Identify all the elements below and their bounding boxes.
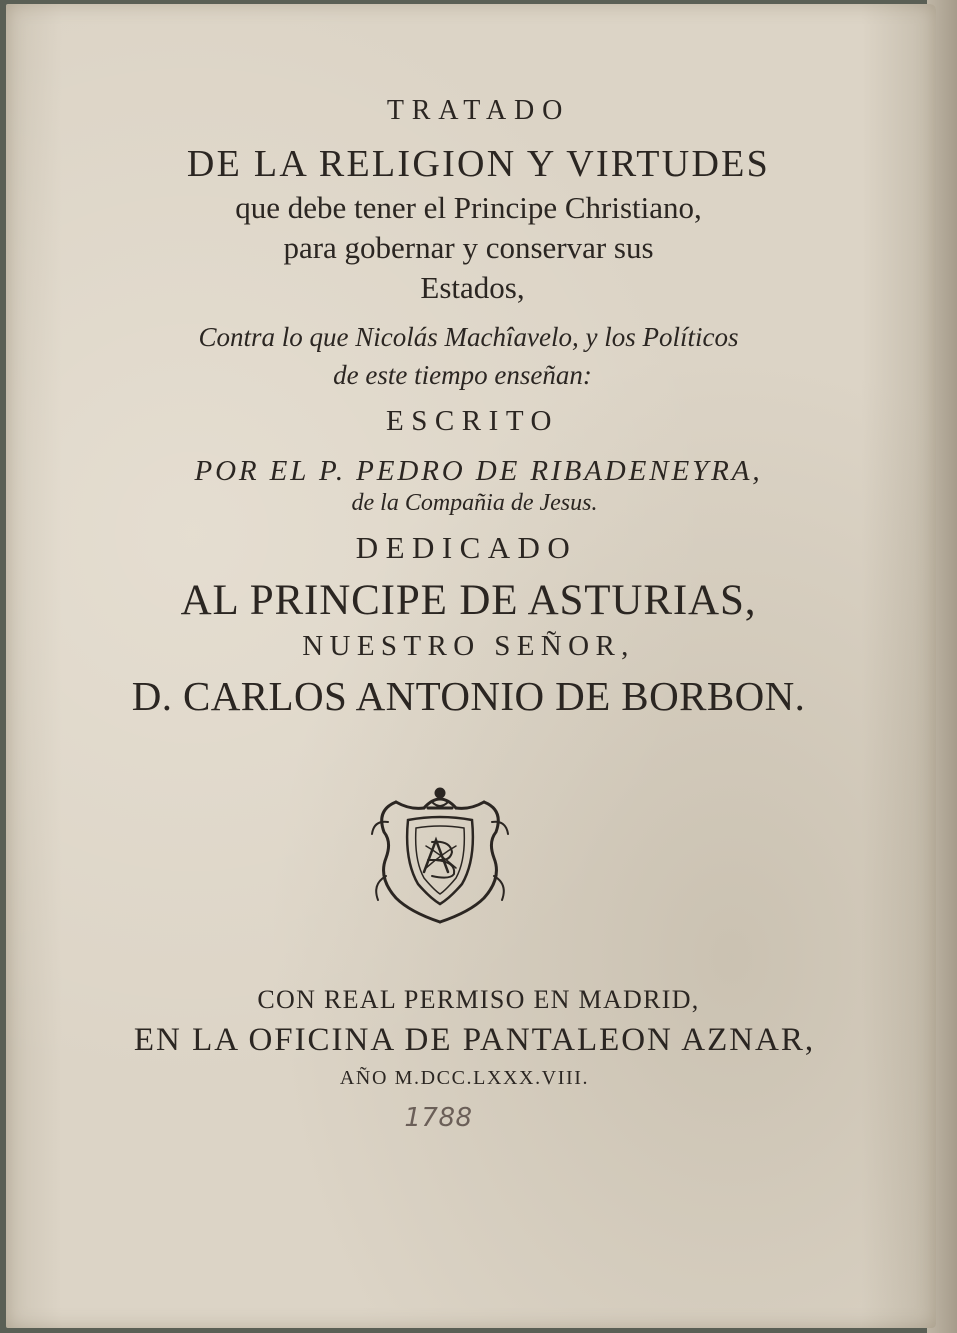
heading-dedicado: DEDICADO [355,530,578,565]
main-title: DE LA RELIGION Y VIRTUDES [186,143,771,185]
dedicatee-name: D. CARLOS ANTONIO DE BORBON. [131,673,806,719]
author-order: de la Compañia de Jesus. [351,490,598,516]
title-line-para: para gobernar y conservar sus [283,230,654,265]
subtitle-de-este: de este tiempo enseñan: [333,360,592,390]
handwritten-year-note: 1788 [404,1103,473,1133]
dedicatee-honorific: NUESTRO SEÑOR, [302,630,635,662]
imprint-permiso: CON REAL PERMISO EN MADRID, [257,985,700,1014]
title-line-que: que debe tener el Principe Christiano, [235,190,702,225]
title-line-estados: Estados, [420,270,525,305]
imprint-year: AÑO M.DCC.LXXX.VIII. [339,1067,590,1089]
heading-escrito: ESCRITO [385,405,560,437]
dedicatee-title: AL PRINCIPE DE ASTURIAS, [180,577,757,624]
printer-device-ornament [366,780,514,925]
heading-tratado: TRATADO [386,95,571,126]
author-line: POR EL P. PEDRO DE RIBADENEYRA, [194,455,763,487]
subtitle-contra: Contra lo que Nicolás Machîavelo, y los Políticos [198,322,739,352]
imprint-oficina: EN LA OFICINA DE PANTALEON AZNAR, [133,1022,816,1058]
